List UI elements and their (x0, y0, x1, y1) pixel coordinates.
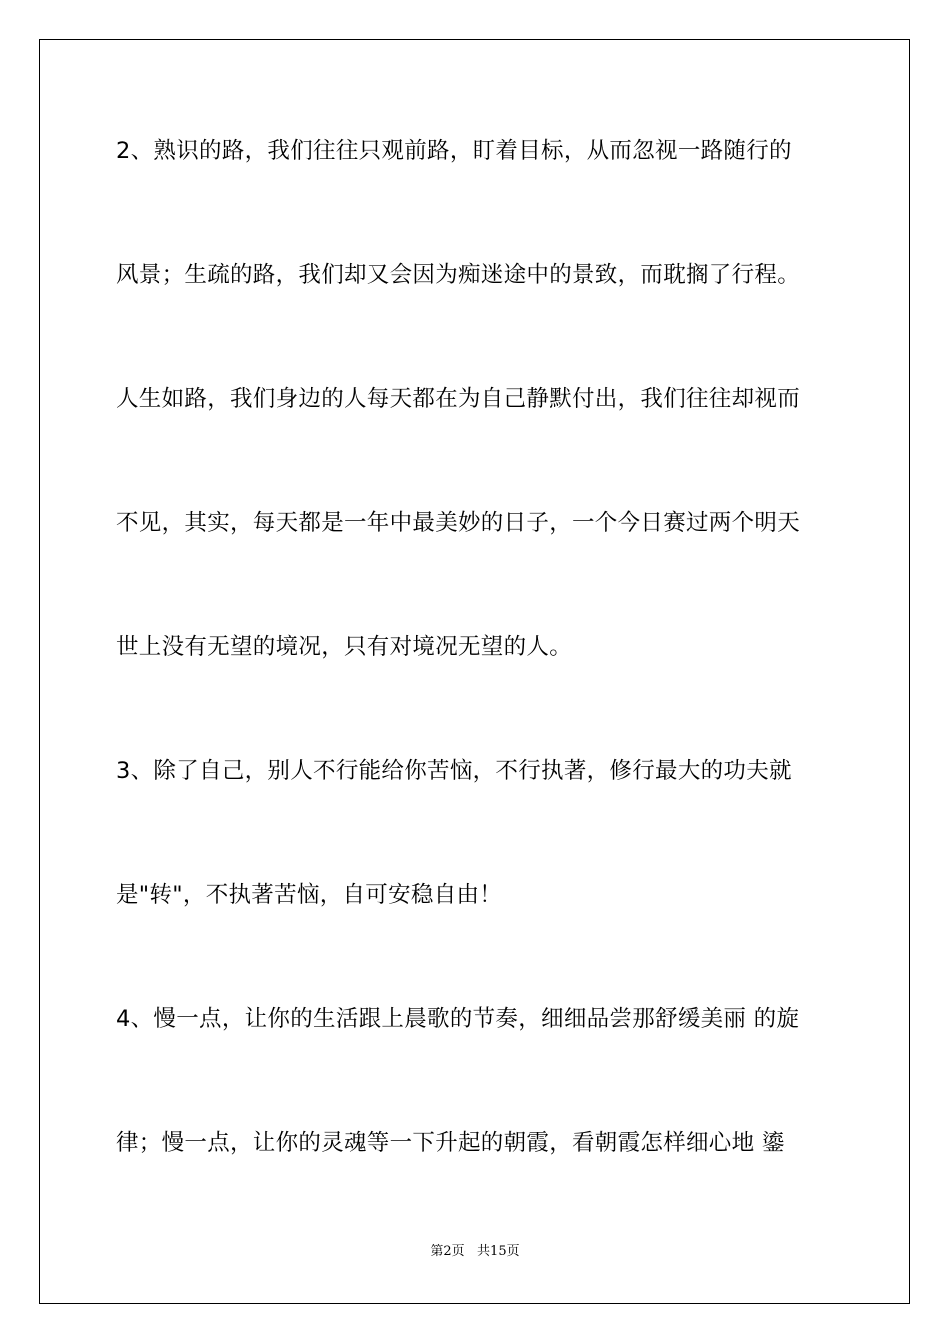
text-line-3: 人生如路，我们身边的人每天都在为自己静默付出，我们往往却视而 (116, 386, 801, 412)
text-line-7: 是"转"，不执著苦恼，自可安稳自由！ (116, 882, 503, 908)
text-line-2: 风景；生疏的路，我们却又会因为痴迷途中的景致，而耽搁了行程。 (116, 262, 801, 288)
text-line-4: 不见，其实，每天都是一年中最美妙的日子，一个今日赛过两个明天 (116, 510, 801, 536)
text-line-1: 2、熟识的路，我们往往只观前路，盯着目标，从而忽视一路随行的 (116, 138, 792, 164)
text-line-8: 4、慢一点，让你的生活跟上晨歌的节奏，细细品尝那舒缓美丽 的旋 (116, 1006, 800, 1032)
text-line-5: 世上没有无望的境况，只有对境况无望的人。 (116, 634, 573, 660)
page-border (39, 39, 910, 1304)
text-line-9: 律；慢一点，让你的灵魂等一下升起的朝霞，看朝霞怎样细心地 鎏 (116, 1130, 785, 1156)
text-line-6: 3、除了自己，别人不行能给你苦恼，不行执著，修行最大的功夫就 (116, 758, 792, 784)
page-number-footer: 第2页 共15页 (430, 1244, 520, 1259)
